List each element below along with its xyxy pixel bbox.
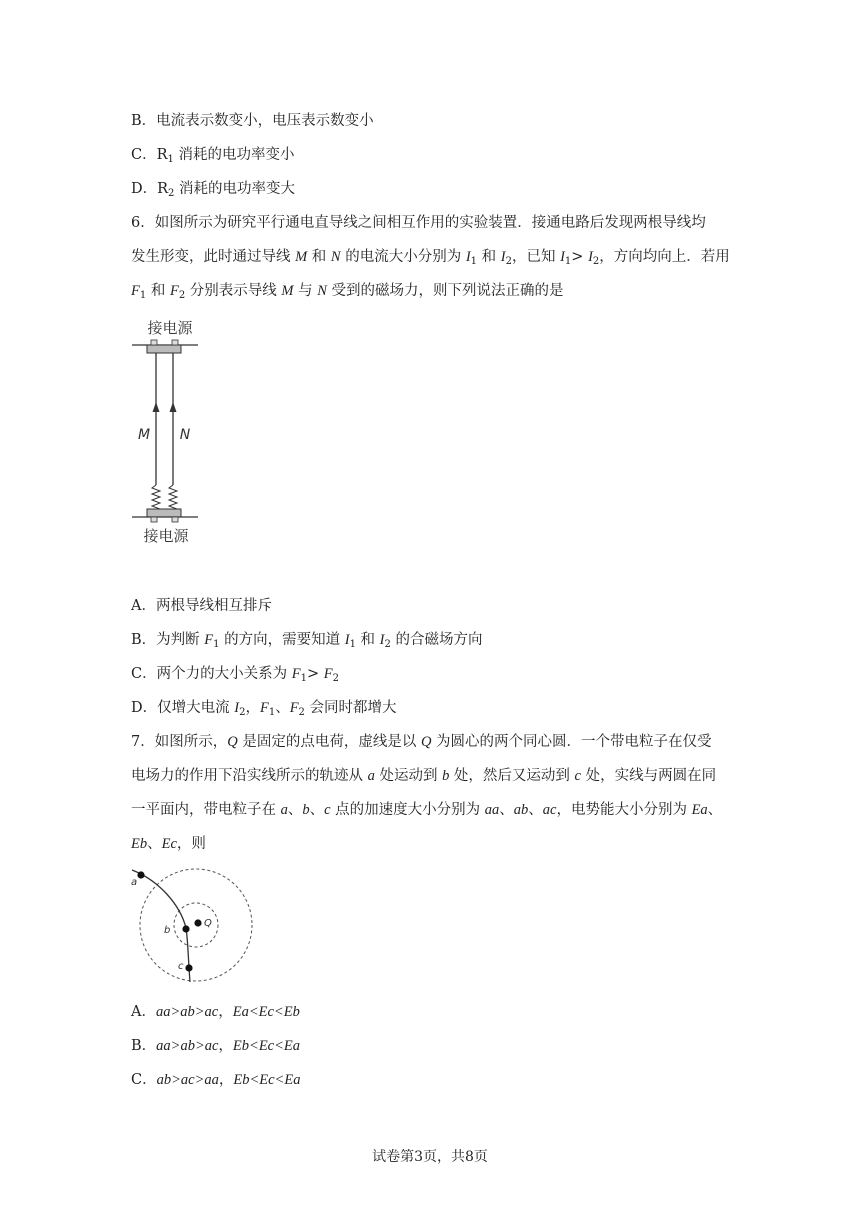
q7-stem-line-1: 7．如图所示，Q 是固定的点电荷，虚线是以 Q 为圆心的两个同心圆．一个带电粒子在仅受	[131, 734, 712, 750]
label-c: c	[178, 961, 184, 972]
arrow-up-icon	[170, 402, 177, 412]
page-footer: 试卷第3页，共8页	[372, 1149, 488, 1165]
q7-stem-line-4: Eb、Ec，则	[131, 836, 206, 852]
q6-stem-line-3: $F_1$ 和 $F_2$ 分别表示导线 M 与 N 受到的磁场力，则下列说法正确的是	[131, 283, 564, 301]
bottom-power-label: 接电源	[143, 527, 189, 545]
q7-option-a: A．aa>ab>ac，Ea<Ec<Eb	[131, 1004, 300, 1020]
top-connector-block	[147, 345, 181, 353]
arrow-up-icon	[153, 402, 160, 412]
point-b	[182, 925, 189, 932]
q6-option-b: B．为判断 $F_1$ 的方向，需要知道 $I_1$ 和 $I_2$ 的合磁场方向	[131, 632, 483, 650]
parallel-wires-figure	[128, 312, 208, 550]
point-charge-figure	[128, 866, 253, 986]
q6-stem-line-1: 6．如图所示为研究平行通电直导线之间相互作用的实验装置．接通电路后发现两根导线均	[131, 215, 706, 231]
wire-m-label: M	[137, 427, 151, 443]
q7-stem-line-2: 电场力的作用下沿实线所示的轨迹从 a 处运动到 b 处，然后又运动到 c 处，实线与两圆在同	[131, 768, 717, 784]
q6-option-c: C．两个力的大小关系为 $F_1> F_2$	[131, 666, 339, 684]
label-a: a	[131, 877, 138, 888]
charge-q	[194, 919, 201, 926]
point-c	[185, 964, 192, 971]
q6-option-d: D．仅增大电流 $I_2$，$F_1$、$F_2$ 会同时都增大	[131, 700, 397, 718]
q7-option-c: C．ab>ac>aa，Eb<Ec<Ea	[131, 1072, 301, 1088]
q5-option-d: D．$R_2$ 消耗的电功率变大	[131, 181, 296, 199]
point-a	[137, 871, 144, 878]
label-b: b	[164, 925, 171, 936]
spring-right	[169, 485, 177, 512]
q5-option-b: B．电流表示数变小，电压表示数变小	[131, 113, 374, 129]
wire-n-label: N	[179, 427, 191, 443]
q6-stem-line-2: 发生形变，此时通过导线 M 和 N 的电流大小分别为 $I_1$ 和 $I_2$，已知 $I_1> I_2$，方向均向上．若用	[131, 249, 730, 267]
bottom-connector-block	[147, 509, 181, 517]
q5-option-c: C．$R_1$ 消耗的电功率变小	[131, 147, 295, 165]
label-q: Q	[204, 918, 212, 929]
q6-option-a: A．两根导线相互排斥	[131, 598, 272, 614]
spring-left	[152, 485, 160, 512]
top-power-label: 接电源	[147, 319, 193, 337]
q7-stem-line-3: 一平面内，带电粒子在 a、b、c 点的加速度大小分别为 aa、ab、ac，电势能大小分别为 Ea、	[131, 802, 723, 818]
q7-option-b: B．aa>ab>ac，Eb<Ec<Ea	[131, 1038, 300, 1054]
